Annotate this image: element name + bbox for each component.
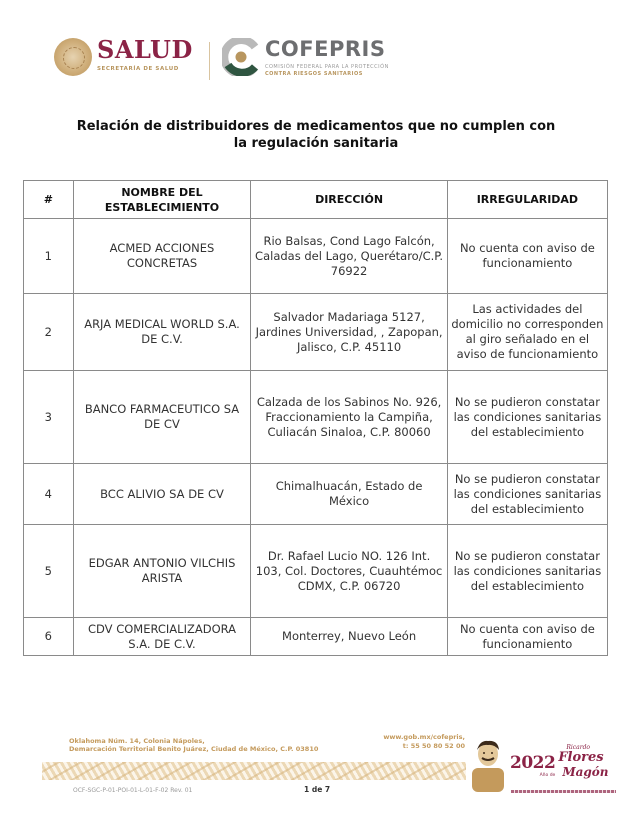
- ricardo-flores-magon-portrait-icon: [468, 738, 508, 792]
- row-name: BANCO FARMACEUTICO SA DE CV: [73, 371, 251, 464]
- row-irregularity: No se pudieron constatar las condiciones sanitarias del establecimiento: [447, 464, 607, 525]
- national-seal-icon: [54, 38, 92, 76]
- page-number: 1 de 7: [304, 785, 331, 794]
- row-address: Calzada de los Sabinos No. 926, Fraccionamiento la Campiña, Culiacán Sinaloa, C.P. 80060: [251, 371, 447, 464]
- header-irregularity: IRREGULARIDAD: [447, 181, 607, 219]
- distributors-table: [23, 180, 608, 656]
- header-address: DIRECCIÓN: [251, 181, 447, 219]
- table-header-row: [24, 181, 608, 219]
- salud-logo-title: SALUD: [97, 35, 193, 64]
- document-title-line-2: la regulación sanitaria: [233, 136, 399, 151]
- cofepris-logo-subtitle-1: COMISIÓN FEDERAL PARA LA PROTECCIÓN: [265, 64, 389, 70]
- year-badge-left: [510, 744, 555, 779]
- row-name: ARJA MEDICAL WORLD S.A. DE C.V.: [73, 294, 251, 371]
- year-badge-surname-2: Magón: [562, 765, 609, 779]
- row-address: Dr. Rafael Lucio NO. 126 Int. 103, Col. Doctores, Cuauhtémoc CDMX, C.P. 06720: [251, 525, 447, 618]
- year-badge-surname-1: Flores: [558, 750, 604, 765]
- cofepris-logo: [265, 37, 389, 78]
- footer-address-line-1: Oklahoma Núm. 14, Colonia Nápoles,: [69, 737, 205, 745]
- header-num: #: [24, 181, 74, 219]
- logo-divider: [209, 42, 210, 80]
- table-row: [24, 371, 608, 464]
- row-num: 3: [24, 371, 74, 464]
- row-address: Chimalhuacán, Estado de México: [251, 464, 447, 525]
- row-num: 5: [24, 525, 74, 618]
- row-address: Rio Balsas, Cond Lago Falcón, Caladas del Lago, Querétaro/C.P. 76922: [251, 219, 447, 294]
- document-header: [0, 0, 632, 100]
- year-badge-strip: [511, 790, 616, 793]
- year-badge: [510, 744, 622, 788]
- cofepris-logo-subtitle-2: CONTRA RIESGOS SANITARIOS: [265, 71, 363, 77]
- year-badge-first-name: Ricardo: [566, 744, 591, 751]
- table-row: [24, 219, 608, 294]
- year-badge-year: 2022: [510, 753, 556, 773]
- footer-address-line-2: Demarcación Territorial Benito Juárez, Ciudad de México, C.P. 03810: [69, 745, 319, 753]
- cofepris-logo-icon: [222, 38, 260, 76]
- row-num: 2: [24, 294, 74, 371]
- row-name: ACMED ACCIONES CONCRETAS: [73, 219, 251, 294]
- row-num: 6: [24, 618, 74, 656]
- row-irregularity: No se pudieron constatar las condiciones sanitarias del establecimiento: [447, 371, 607, 464]
- year-badge-right: [558, 744, 608, 779]
- table-row: [24, 464, 608, 525]
- footer-website-link[interactable]: www.gob.mx/cofepris,: [383, 733, 465, 741]
- document-code: OCF-SGC-P-01-POI-01-L-01-F-02 Rev. 01: [73, 787, 193, 794]
- document-title-line-1: Relación de distribuidores de medicamentos que no cumplen con: [76, 119, 556, 134]
- row-num: 4: [24, 464, 74, 525]
- decorative-pattern-overlay: [42, 762, 466, 780]
- salud-logo: [97, 36, 205, 73]
- row-address: Monterrey, Nuevo León: [251, 618, 447, 656]
- footer-phone: t: 55 50 80 52 00: [402, 742, 465, 750]
- row-address: Salvador Madariaga 5127, Jardines Universidad, , Zapopan, Jalisco, C.P. 45110: [251, 294, 447, 371]
- table-row: [24, 618, 608, 656]
- row-irregularity: Las actividades del domicilio no corresponden al giro señalado en el aviso de funcionamiento: [447, 294, 607, 371]
- row-num: 1: [24, 219, 74, 294]
- footer-address: [69, 737, 318, 753]
- row-irregularity: No cuenta con aviso de funcionamiento: [447, 618, 607, 656]
- row-name: BCC ALIVIO SA DE CV: [73, 464, 251, 525]
- header-name: NOMBRE DEL ESTABLECIMIENTO: [73, 181, 251, 219]
- row-irregularity: No se pudieron constatar las condiciones sanitarias del establecimiento: [447, 525, 607, 618]
- row-name: CDV COMERCIALIZADORA S.A. DE C.V.: [73, 618, 251, 656]
- salud-logo-subtitle: SECRETARÍA DE SALUD: [97, 66, 179, 72]
- footer-contact: [370, 733, 465, 751]
- cofepris-logo-title: COFEPRIS: [265, 37, 386, 61]
- table-row: [24, 525, 608, 618]
- row-name: EDGAR ANTONIO VILCHIS ARISTA: [73, 525, 251, 618]
- row-irregularity: No cuenta con aviso de funcionamiento: [447, 219, 607, 294]
- document-title: [40, 118, 592, 152]
- table-row: [24, 294, 608, 371]
- year-badge-label: Año de: [539, 773, 556, 778]
